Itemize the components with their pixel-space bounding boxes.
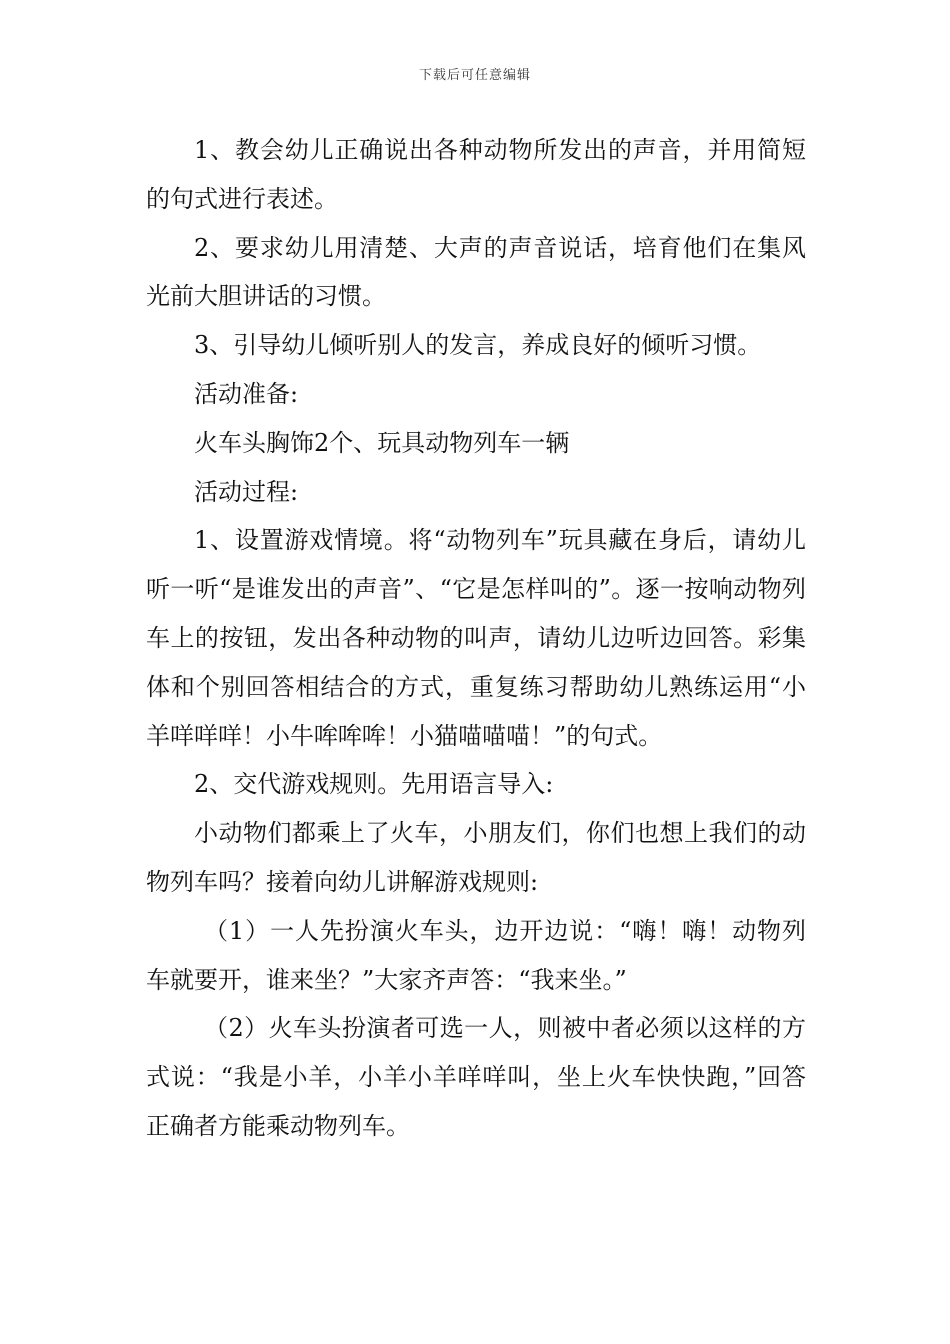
process-intro-paragraph: 小动物们都乘上了火车，小朋友们，你们也想上我们的动物列车吗？接着向幼儿讲解游戏规则:: [146, 819, 806, 896]
page-header-note: 下载后可任意编辑: [418, 68, 531, 83]
goal-paragraph-1: 1、教会幼儿正确说出各种动物所发出的声音，并用简短的句式进行表述。: [146, 136, 806, 213]
section-heading-process: 活动过程:: [194, 477, 299, 506]
process-paragraph-1: 1、设置游戏情境。将“动物列车”玩具藏在身后，请幼儿听一听“是谁发出的声音”、“它是怎样叫的”。逐一按响动物列车上的按钮，发出各种动物的叫声，请幼儿边听边回答。彩集体和个别回答相结合的方式，重复练习帮助幼儿熟练运用“小羊咩咩咩！小牛哞哞哞！小猫喵喵喵！”的句式。: [146, 526, 806, 750]
process-paragraph-2: 2、交代游戏规则。先用语言导入:: [194, 770, 554, 799]
preparation-paragraph: 火车头胸饰2个、玩具动物列车一辆: [194, 428, 570, 457]
rule-paragraph-1: （1）一人先扮演火车头，边开边说：“嗨！嗨！动物列车就要开，谁来坐？”大家齐声答：“我来坐。”: [146, 916, 806, 994]
document-body: [146, 126, 806, 1151]
rule-paragraph-2: （2）火车头扮演者可选一人，则被中者必须以这样的方式说：“我是小羊，小羊小羊咩咩叫，坐上火车快快跑，”回答正确者方能乘动物列车。: [146, 1014, 806, 1140]
goal-paragraph-3: 3、引导幼儿倾听别人的发言，养成良好的倾听习惯。: [194, 331, 762, 360]
section-heading-preparation: 活动准备:: [194, 379, 299, 408]
goal-paragraph-2: 2、要求幼儿用清楚、大声的声音说话，培育他们在集风光前大胆讲话的习惯。: [146, 233, 806, 311]
